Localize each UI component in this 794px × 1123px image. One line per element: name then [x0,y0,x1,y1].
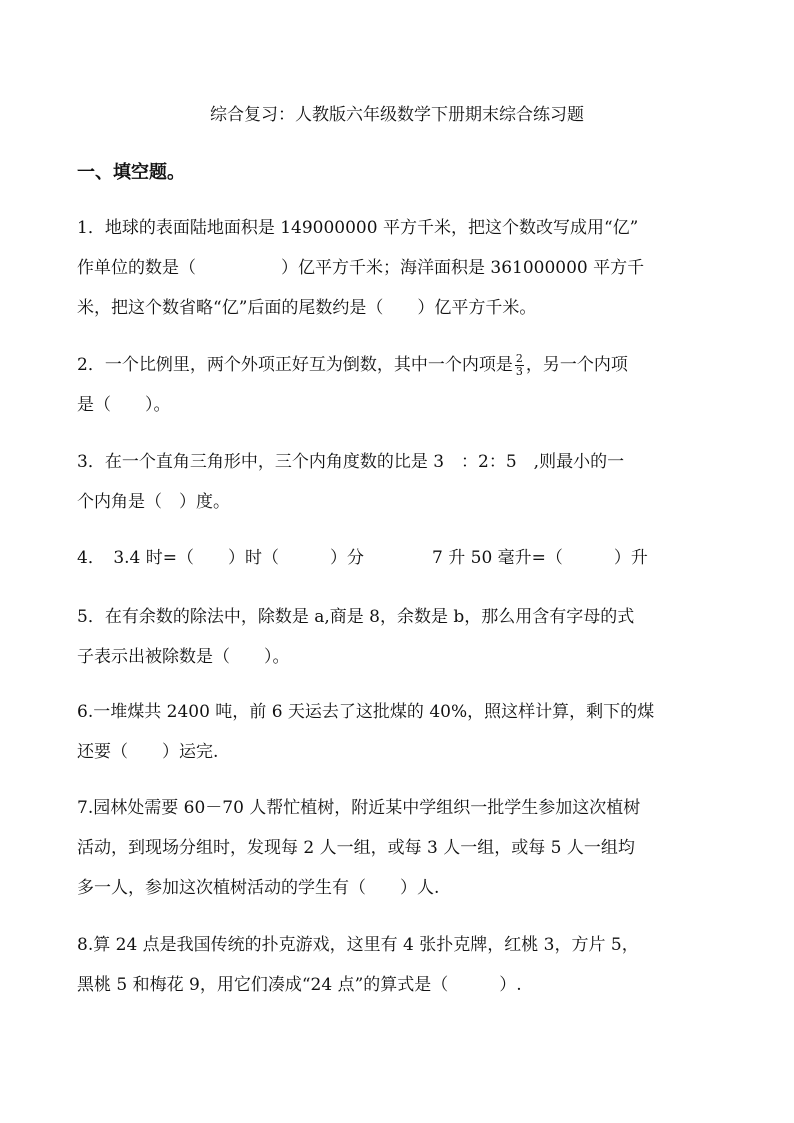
page-title: 综合复习：人教版六年级数学下册期末综合练习题 [210,105,584,125]
question-8-line-1: 8.算 24 点是我国传统的扑克游戏，这里有 4 张扑克牌，红桃 3，方片 5， [77,935,639,955]
question-5-line-2: 子表示出被除数是（ ）。 [77,647,290,667]
question-2-line-2: 是（ ）。 [77,395,171,415]
question-8 [77,925,722,1005]
question-6-line-1: 6.一堆煤共 2400 吨，前 6 天运去了这批煤的 40%，照这样计算，剩下的煤 [77,702,655,722]
question-4 [77,538,722,578]
question-7-line-3: 多一人，参加这次植树活动的学生有（ ）人. [77,878,440,898]
question-6-line-2: 还要（ ）运完. [77,742,219,762]
question-2-text-before: 2．一个比例里，两个外项正好互为倒数，其中一个内项是 [77,355,513,375]
question-2-text-after: ，另一个内项 [525,355,628,375]
question-3-line-2: 个内角是（ ）度。 [77,492,230,512]
question-3 [77,442,722,522]
section-heading: 一、填空题。 [77,162,185,183]
question-7 [77,788,722,908]
question-3-line-1: 3．在一个直角三角形中，三个内角度数的比是 3 ：2：5 ,则最小的一 [77,452,625,472]
question-2 [77,345,722,425]
question-6 [77,692,722,772]
question-1 [77,208,722,328]
question-2-line-1 [77,345,722,385]
question-1-line-1: 1．地球的表面陆地面积是 149000000 平方千米，把这个数改写成用“亿” [77,218,639,238]
question-7-line-2: 活动，到现场分组时，发现每 2 人一组，或每 3 人一组，或每 5 人一组均 [77,838,635,858]
fraction-denominator: 3 [515,365,523,378]
question-5-line-1: 5．在有余数的除法中，除数是 a,商是 8，余数是 b，那么用含有字母的式 [77,607,635,627]
question-7-line-1: 7.园林处需要 60－70 人帮忙植树，附近某中学组织一批学生参加这次植树 [77,798,641,818]
fraction-numerator: 2 [515,352,523,365]
fraction [515,353,524,378]
question-5 [77,597,722,677]
question-8-line-2: 黑桃 5 和梅花 9，用它们凑成“24 点”的算式是（ ）. [77,975,522,995]
question-4-line-1: 4． 3.4 时=（ ）时（ ）分 7 升 50 毫升=（ ）升 [77,548,648,568]
question-1-line-2: 作单位的数是（ ）亿平方千米；海洋面积是 361000000 平方千 [77,258,645,278]
question-1-line-3: 米，把这个数省略“亿”后面的尾数约是（ ）亿平方千米。 [77,298,537,318]
